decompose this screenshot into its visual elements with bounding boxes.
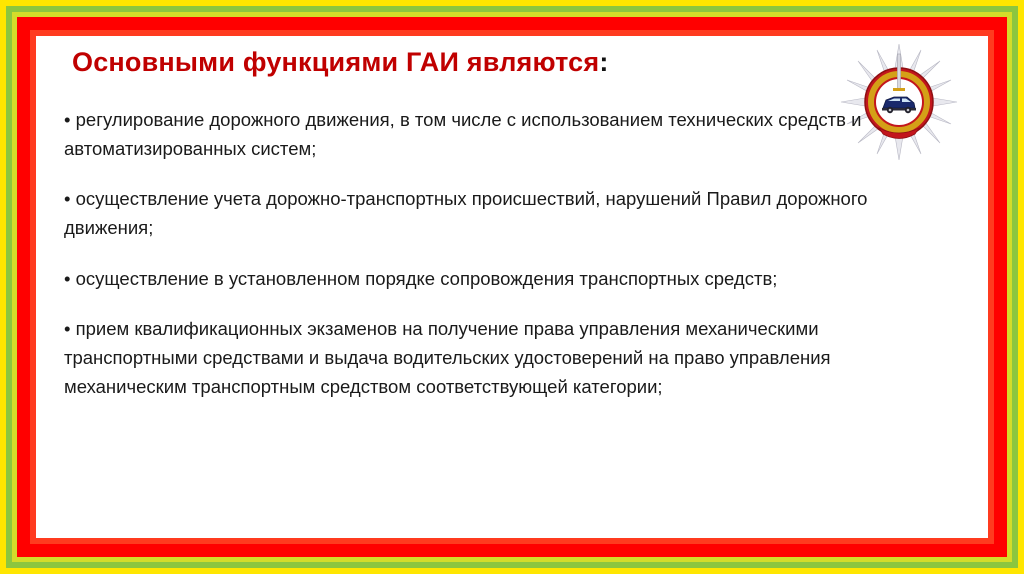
list-item: • регулирование дорожного движения, в том числе с использованием технических средств и автоматизированных систем; [64,109,862,159]
list-item: • осуществление учета дорожно-транспортных происшествий, нарушений Правил дорожного движения; [64,188,868,239]
slide-title-text: Основными функциями ГАИ являются [72,47,600,77]
bullet-list [64,106,972,401]
slide-title-colon: : [599,47,609,77]
slide-title [72,46,832,78]
list-item: • осуществление в установленном порядке сопровождения транспортных средств; [64,267,778,289]
list-item: • прием квалификационных экзаменов на получение права управления механическими транспортными средствами и выдача водительских удостоверений на право управления механическим транспортным средством соответствующей категории; [64,318,831,397]
slide-content [42,40,982,532]
